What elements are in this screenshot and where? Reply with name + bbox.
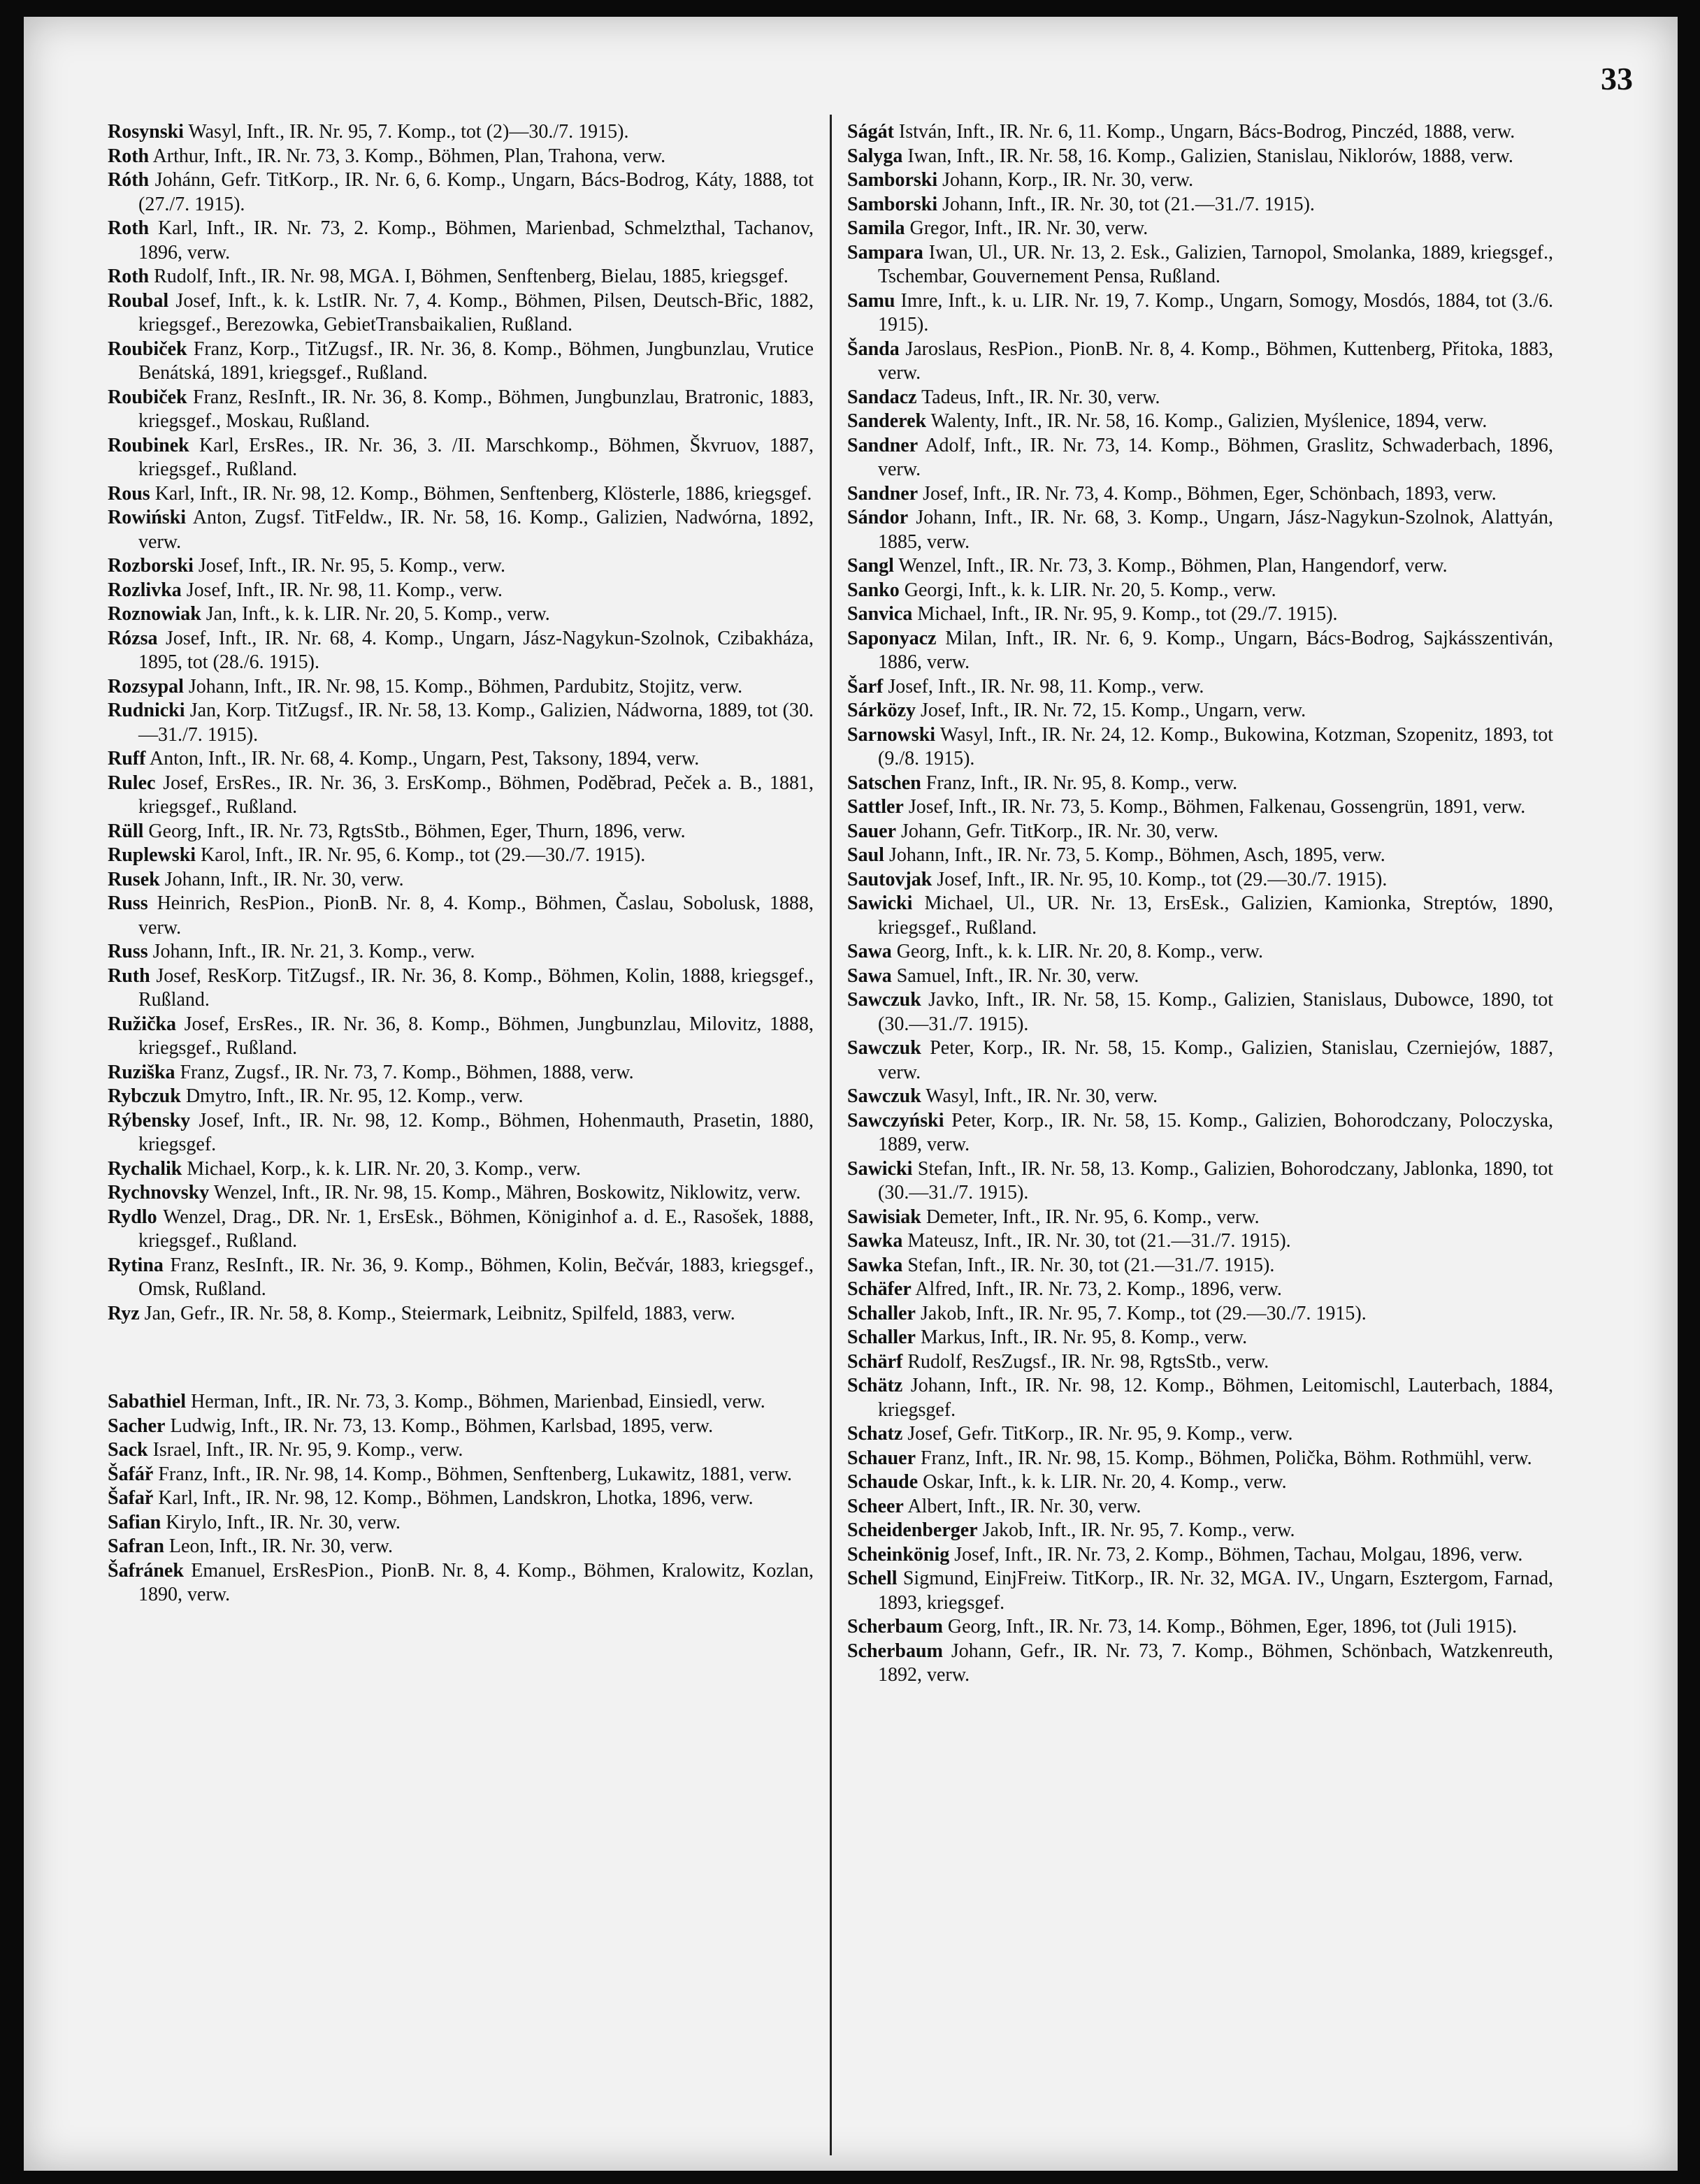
entry-details: Johann, Inft., IR. Nr. 21, 3. Komp., verw. bbox=[147, 941, 475, 962]
entry-details: Josef, Inft., IR. Nr. 95, 5. Komp., verw. bbox=[193, 555, 506, 577]
register-entry bbox=[108, 1206, 814, 1254]
entry-surname: Safian bbox=[108, 1511, 161, 1533]
entry-surname: Sawczyński bbox=[847, 1109, 944, 1131]
register-entry bbox=[108, 120, 814, 145]
entry-details: Josef, Inft., IR. Nr. 73, 5. Komp., Böhmen, Falkenau, Gossengrün, 1891, verw. bbox=[903, 796, 1526, 818]
entry-details: Johann, Inft., IR. Nr. 98, 12. Komp., Böhmen, Leitomischl, Lauterbach, 1884, kriegsgef. bbox=[878, 1375, 1553, 1421]
register-entry bbox=[108, 1157, 814, 1182]
entry-details: Georg, Inft., k. k. LIR. Nr. 20, 8. Komp., verw. bbox=[891, 941, 1263, 962]
register-entry bbox=[108, 892, 814, 940]
register-entry bbox=[847, 193, 1553, 217]
entry-surname: Samu bbox=[847, 289, 895, 312]
entry-surname: Saul bbox=[847, 844, 884, 866]
entry-surname: Rüll bbox=[108, 820, 144, 842]
register-entry bbox=[108, 338, 814, 386]
entry-details: Jan, Korp. TitZugsf., IR. Nr. 58, 13. Komp., Galizien, Nádworna, 1889, tot (30.—31./7. 1915). bbox=[138, 700, 814, 746]
entry-details: Dmytro, Inft., IR. Nr. 95, 12. Komp., verw. bbox=[180, 1085, 524, 1107]
entry-surname: Russ bbox=[108, 941, 148, 962]
entry-surname: Scherbaum bbox=[847, 1640, 943, 1662]
entry-surname: Roubal bbox=[108, 289, 169, 312]
entry-surname: Sauer bbox=[847, 820, 896, 842]
entry-surname: Rous bbox=[108, 482, 150, 505]
entry-details: Franz, ResInft., IR. Nr. 36, 9. Komp., Böhmen, Kolin, Bečvár, 1883, kriegsgef., Omsk, Rußland. bbox=[138, 1254, 814, 1300]
entry-surname: Rybczuk bbox=[108, 1085, 181, 1107]
entry-surname: Sarnowski bbox=[847, 723, 936, 746]
register-entry bbox=[108, 1415, 814, 1439]
entry-details: Karl, Inft., IR. Nr. 73, 2. Komp., Böhmen, Marienbad, Schmelzthal, Tachanov, 1896, verw. bbox=[138, 217, 814, 263]
entry-surname: Sack bbox=[108, 1439, 148, 1461]
entry-surname: Schaller bbox=[847, 1326, 916, 1348]
register-entry bbox=[108, 386, 814, 434]
entry-details: Franz, Inft., IR. Nr. 98, 15. Komp., Böhmen, Polička, Böhm. Rothmühl, verw. bbox=[916, 1447, 1532, 1469]
register-entry bbox=[847, 1036, 1553, 1085]
register-entry bbox=[108, 554, 814, 579]
register-entry bbox=[108, 482, 814, 507]
entry-surname: Sandner bbox=[847, 434, 919, 456]
register-entry bbox=[847, 1085, 1553, 1109]
entry-surname: Ryz bbox=[108, 1302, 140, 1324]
entry-details: Josef, Inft., IR. Nr. 98, 11. Komp., verw. bbox=[181, 579, 503, 601]
register-entry bbox=[847, 1229, 1553, 1254]
entry-details: Johann, Inft., IR. Nr. 30, verw. bbox=[159, 868, 404, 890]
register-entry bbox=[108, 434, 814, 482]
register-entry bbox=[847, 338, 1553, 386]
register-entry bbox=[847, 602, 1553, 627]
register-entry bbox=[108, 868, 814, 892]
register-entry bbox=[108, 1013, 814, 1061]
register-entry bbox=[847, 964, 1553, 989]
register-entry bbox=[108, 627, 814, 675]
entry-surname: Samila bbox=[847, 217, 905, 239]
entry-details: Josef, Inft., IR. Nr. 95, 10. Komp., tot (29.—30./7. 1915). bbox=[932, 868, 1388, 890]
entry-surname: Sattler bbox=[847, 796, 904, 818]
register-entry bbox=[847, 120, 1553, 145]
entry-details: Karol, Inft., IR. Nr. 95, 6. Komp., tot (29.—30./7. 1915). bbox=[196, 844, 646, 866]
entry-details: Johann, Inft., IR. Nr. 73, 5. Komp., Böhmen, Asch, 1895, verw. bbox=[884, 844, 1385, 866]
register-entry bbox=[847, 1640, 1553, 1688]
entry-details: Wenzel, Inft., IR. Nr. 73, 3. Komp., Böhmen, Plan, Hangendorf, verw. bbox=[893, 555, 1448, 577]
entry-surname: Ságát bbox=[847, 121, 894, 143]
register-entry bbox=[108, 1085, 814, 1109]
register-entry bbox=[108, 1181, 814, 1206]
register-entry bbox=[847, 940, 1553, 964]
entry-surname: Rosynski bbox=[108, 121, 184, 143]
entry-surname: Sawczuk bbox=[847, 1085, 921, 1107]
register-entry bbox=[108, 1390, 814, 1415]
entry-surname: Schäfer bbox=[847, 1278, 912, 1300]
entry-details: István, Inft., IR. Nr. 6, 11. Komp., Ungarn, Bács-Bodrog, Pinczéd, 1888, verw. bbox=[893, 121, 1515, 143]
register-entry bbox=[108, 217, 814, 265]
register-entry bbox=[847, 410, 1553, 434]
entry-details: Josef, Gefr. TitKorp., IR. Nr. 95, 9. Komp., verw. bbox=[902, 1423, 1293, 1445]
page-number: 33 bbox=[1601, 61, 1633, 96]
entry-surname: Sanvica bbox=[847, 603, 913, 625]
register-entry bbox=[847, 1567, 1553, 1615]
register-entry bbox=[847, 241, 1553, 289]
register-entry bbox=[847, 554, 1553, 579]
entry-details: Karl, ErsRes., IR. Nr. 36, 3. /II. Marschkomp., Böhmen, Škvruov, 1887, kriegsgef., Rußland. bbox=[138, 434, 814, 480]
register-entry bbox=[847, 1350, 1553, 1375]
entry-details: Josef, Inft., IR. Nr. 72, 15. Komp., Ungarn, verw. bbox=[916, 700, 1306, 721]
entry-details: Herman, Inft., IR. Nr. 73, 3. Komp., Böhmen, Marienbad, Einsiedl, verw. bbox=[186, 1391, 765, 1412]
entry-details: Oskar, Inft., k. k. LIR. Nr. 20, 4. Komp., verw. bbox=[918, 1471, 1287, 1493]
entry-details: Wasyl, Inft., IR. Nr. 95, 7. Komp., tot (2)—30./7. 1915). bbox=[183, 121, 629, 143]
register-entry bbox=[847, 820, 1553, 844]
register-entry bbox=[108, 940, 814, 964]
entry-details: Jakob, Inft., IR. Nr. 95, 7. Komp., tot (29.—30./7. 1915). bbox=[916, 1302, 1367, 1324]
register-entry bbox=[847, 772, 1553, 796]
entry-details: Josef, Inft., IR. Nr. 68, 4. Komp., Ungarn, Jász-Nagykun-Szolnok, Czibakháza, 1895, tot (28./6. 1915). bbox=[138, 627, 814, 673]
entry-details: Iwan, Inft., IR. Nr. 58, 16. Komp., Galizien, Stanislau, Niklorów, 1888, verw. bbox=[902, 145, 1513, 167]
entry-details: Adolf, Inft., IR. Nr. 73, 14. Komp., Böhmen, Graslitz, Schwaderbach, 1896, verw. bbox=[878, 434, 1553, 480]
entry-surname: Sandacz bbox=[847, 386, 917, 408]
entry-details: Emanuel, ErsResPion., PionB. Nr. 8, 4. Komp., Böhmen, Kralowitz, Kozlan, 1890, verw. bbox=[138, 1559, 814, 1605]
entry-details: Franz, Inft., IR. Nr. 95, 8. Komp., verw. bbox=[921, 772, 1238, 794]
entry-details: Anton, Inft., IR. Nr. 68, 4. Komp., Ungarn, Pest, Taksony, 1894, verw. bbox=[145, 748, 700, 769]
register-entry bbox=[847, 217, 1553, 241]
register-entry bbox=[847, 386, 1553, 410]
entry-surname: Ruff bbox=[108, 748, 146, 769]
register-entry bbox=[108, 145, 814, 169]
entry-details: Mateusz, Inft., IR. Nr. 30, tot (21.—31./7. 1915). bbox=[902, 1230, 1291, 1252]
register-entry bbox=[108, 1463, 814, 1487]
entry-details: Arthur, Inft., IR. Nr. 73, 3. Komp., Böhmen, Plan, Trahona, verw. bbox=[149, 145, 666, 167]
entry-details: Josef, Inft., IR. Nr. 73, 2. Komp., Böhmen, Tachau, Molgau, 1896, verw. bbox=[949, 1543, 1523, 1565]
entry-surname: Roth bbox=[108, 145, 150, 167]
entry-details: Anton, Zugsf. TitFeldw., IR. Nr. 58, 16. Komp., Galizien, Nadwórna, 1892, verw. bbox=[138, 507, 814, 553]
entry-details: Rudolf, ResZugsf., IR. Nr. 98, RgtsStb., verw. bbox=[902, 1350, 1269, 1373]
entry-surname: Ruziška bbox=[108, 1061, 175, 1083]
register-entry bbox=[847, 1447, 1553, 1471]
register-entry bbox=[108, 168, 814, 217]
entry-surname: Sawka bbox=[847, 1254, 903, 1276]
entry-details: Michael, Inft., IR. Nr. 95, 9. Komp., tot (29./7. 1915). bbox=[912, 603, 1338, 625]
entry-surname: Rozlivka bbox=[108, 579, 182, 601]
register-entry bbox=[108, 699, 814, 747]
entry-surname: Sawa bbox=[847, 941, 892, 962]
entry-details: Milan, Inft., IR. Nr. 6, 9. Komp., Ungarn, Bács-Bodrog, Sajkásszentiván, 1886, verw. bbox=[878, 627, 1553, 673]
register-entry bbox=[108, 265, 814, 289]
right-column bbox=[847, 120, 1553, 1688]
entry-details: Rudolf, Inft., IR. Nr. 98, MGA. I, Böhmen, Senftenberg, Bielau, 1885, kriegsgef. bbox=[149, 266, 788, 287]
entry-details: Jaroslaus, ResPion., PionB. Nr. 8, 4. Komp., Böhmen, Kuttenberg, Přitoka, 1883, verw. bbox=[878, 338, 1553, 384]
left-column-entries-s bbox=[108, 1390, 814, 1607]
entry-details: Kirylo, Inft., IR. Nr. 30, verw. bbox=[161, 1511, 401, 1533]
entry-details: Samuel, Inft., IR. Nr. 30, verw. bbox=[891, 964, 1139, 987]
entry-details: Ludwig, Inft., IR. Nr. 73, 13. Komp., Böhmen, Karlsbad, 1895, verw. bbox=[165, 1415, 714, 1437]
entry-surname: Schatz bbox=[847, 1423, 903, 1445]
entry-details: Josef, Inft., IR. Nr. 73, 4. Komp., Böhmen, Eger, Schönbach, 1893, verw. bbox=[918, 482, 1497, 505]
entry-details: Josef, Inft., k. k. LstIR. Nr. 7, 4. Komp., Böhmen, Pilsen, Deutsch-Břic, 1882, kriegsgef., Berezowka, GebietTransbaikalien, Rußland. bbox=[138, 289, 814, 335]
register-entry bbox=[847, 1157, 1553, 1206]
entry-surname: Sawicki bbox=[847, 892, 913, 914]
entry-details: Demeter, Inft., IR. Nr. 95, 6. Komp., verw. bbox=[921, 1206, 1260, 1228]
document-page bbox=[24, 17, 1678, 2171]
entry-details: Wenzel, Drag., DR. Nr. 1, ErsEsk., Böhmen, Königinhof a. d. E., Rasošek, 1888, kriegsgef., Rußland. bbox=[138, 1206, 814, 1252]
entry-surname: Rýbensky bbox=[108, 1109, 191, 1131]
entry-details: Johann, Gefr. TitKorp., IR. Nr. 30, verw. bbox=[896, 820, 1218, 842]
entry-details: Sigmund, EinjFreiw. TitKorp., IR. Nr. 32, MGA. IV., Ungarn, Esztergom, Farnad, 1893, kriegsgef. bbox=[878, 1568, 1553, 1614]
left-column-entries-r bbox=[108, 120, 814, 1326]
entry-surname: Russ bbox=[108, 892, 148, 914]
entry-surname: Sándor bbox=[847, 507, 909, 528]
register-entry bbox=[847, 1519, 1553, 1543]
register-entry bbox=[847, 1206, 1553, 1230]
register-entry bbox=[108, 820, 814, 844]
register-entry bbox=[108, 289, 814, 338]
entry-details: Johann, Inft., IR. Nr. 98, 15. Komp., Böhmen, Pardubitz, Stojitz, verw. bbox=[183, 675, 743, 697]
entry-details: Iwan, Ul., UR. Nr. 13, 2. Esk., Galizien, Tarnopol, Smolanka, 1889, kriegsgef., Tschembar, Gouvernement Pensa, Rußland. bbox=[878, 241, 1553, 287]
entry-details: Georg, Inft., IR. Nr. 73, RgtsStb., Böhmen, Eger, Thurn, 1896, verw. bbox=[143, 820, 686, 842]
register-entry bbox=[847, 482, 1553, 507]
entry-details: Imre, Inft., k. u. LIR. Nr. 19, 7. Komp., Ungarn, Somogy, Mosdós, 1884, tot (3./6. 1915). bbox=[878, 289, 1553, 335]
entry-surname: Šafař bbox=[108, 1487, 154, 1509]
entry-surname: Sandner bbox=[847, 482, 919, 505]
entry-details: Israel, Inft., IR. Nr. 95, 9. Komp., verw. bbox=[147, 1439, 463, 1461]
entry-details: Karl, Inft., IR. Nr. 98, 12. Komp., Böhmen, Landskron, Lhotka, 1896, verw. bbox=[153, 1487, 754, 1509]
register-entry bbox=[847, 868, 1553, 892]
register-entry bbox=[108, 747, 814, 772]
entry-surname: Rusek bbox=[108, 868, 160, 890]
entry-surname: Rydlo bbox=[108, 1206, 157, 1228]
entry-surname: Sawczuk bbox=[847, 989, 921, 1011]
register-entry bbox=[847, 844, 1553, 868]
register-entry bbox=[108, 1109, 814, 1157]
entry-details: Johann, Gefr., IR. Nr. 73, 7. Komp., Böhmen, Schönbach, Watzkenreuth, 1892, verw. bbox=[878, 1640, 1553, 1686]
entry-surname: Schauer bbox=[847, 1447, 916, 1469]
register-entry bbox=[847, 1615, 1553, 1640]
register-entry bbox=[847, 1374, 1553, 1422]
entry-surname: Samborski bbox=[847, 169, 938, 191]
entry-surname: Schärf bbox=[847, 1350, 903, 1373]
entry-surname: Sanko bbox=[847, 579, 900, 601]
entry-details: Franz, ResInft., IR. Nr. 36, 8. Komp., Böhmen, Jungbunzlau, Bratronic, 1883, kriegsgef., Moskau, Rußland. bbox=[138, 386, 814, 432]
register-entry bbox=[847, 145, 1553, 169]
register-entry bbox=[847, 579, 1553, 603]
entry-details: Josef, ErsRes., IR. Nr. 36, 8. Komp., Böhmen, Jungbunzlau, Milovitz, 1888, kriegsgef., Rußland. bbox=[138, 1013, 814, 1059]
register-entry bbox=[847, 988, 1553, 1036]
entry-surname: Sacher bbox=[108, 1415, 166, 1437]
entry-details: Johann, Korp., IR. Nr. 30, verw. bbox=[937, 169, 1194, 191]
entry-surname: Sawka bbox=[847, 1230, 903, 1252]
entry-surname: Scherbaum bbox=[847, 1616, 943, 1637]
entry-surname: Sawa bbox=[847, 964, 892, 987]
entry-details: Jan, Gefr., IR. Nr. 58, 8. Komp., Steiermark, Leibnitz, Spilfeld, 1883, verw. bbox=[139, 1302, 735, 1324]
register-entry bbox=[847, 1470, 1553, 1495]
entry-surname: Satschen bbox=[847, 772, 921, 794]
register-entry bbox=[108, 964, 814, 1013]
entry-surname: Roth bbox=[108, 217, 150, 239]
register-entry bbox=[108, 1302, 814, 1326]
entry-details: Tadeus, Inft., IR. Nr. 30, verw. bbox=[916, 386, 1160, 408]
entry-surname: Safran bbox=[108, 1535, 164, 1557]
entry-surname: Šafář bbox=[108, 1463, 154, 1485]
register-entry bbox=[108, 1511, 814, 1535]
entry-surname: Sabathiel bbox=[108, 1391, 187, 1412]
entry-details: Gregor, Inft., IR. Nr. 30, verw. bbox=[905, 217, 1148, 239]
entry-surname: Samborski bbox=[847, 193, 938, 215]
entry-surname: Rulec bbox=[108, 772, 156, 794]
register-entry bbox=[847, 506, 1553, 554]
entry-details: Jan, Inft., k. k. LIR. Nr. 20, 5. Komp., verw. bbox=[201, 603, 550, 625]
register-entry bbox=[847, 1302, 1553, 1326]
entry-details: Josef, Inft., IR. Nr. 98, 11. Komp., verw. bbox=[883, 675, 1204, 697]
register-entry bbox=[847, 1495, 1553, 1519]
entry-details: Franz, Korp., TitZugsf., IR. Nr. 36, 8. Komp., Böhmen, Jungbunzlau, Vrutice Benátská, 1891, kriegsgef., Rußland. bbox=[138, 338, 814, 384]
entry-details: Josef, ResKorp. TitZugsf., IR. Nr. 36, 8. Komp., Böhmen, Kolin, 1888, kriegsgef., Rußland. bbox=[138, 964, 814, 1011]
entry-details: Wasyl, Inft., IR. Nr. 24, 12. Komp., Bukowina, Kotzman, Szopenitz, 1893, tot (9./8. 1915). bbox=[878, 723, 1553, 769]
section-gap bbox=[108, 1326, 814, 1390]
entry-surname: Saponyacz bbox=[847, 627, 937, 649]
entry-surname: Rózsa bbox=[108, 627, 158, 649]
register-entry bbox=[847, 723, 1553, 772]
entry-surname: Rudnicki bbox=[108, 700, 185, 721]
entry-details: Jakob, Inft., IR. Nr. 95, 7. Komp., verw. bbox=[977, 1519, 1295, 1541]
entry-surname: Schaller bbox=[847, 1302, 916, 1324]
entry-surname: Šarf bbox=[847, 675, 884, 697]
entry-details: Javko, Inft., IR. Nr. 58, 15. Komp., Galizien, Stanislaus, Dubowce, 1890, tot (30.—31./7. 1915). bbox=[878, 989, 1553, 1035]
entry-surname: Roubiček bbox=[108, 386, 187, 408]
entry-surname: Ruplewski bbox=[108, 844, 196, 866]
entry-details: Heinrich, ResPion., PionB. Nr. 8, 4. Komp., Böhmen, Časlau, Sobolusk, 1888, verw. bbox=[138, 892, 814, 939]
left-column bbox=[108, 120, 814, 1607]
register-entry bbox=[108, 602, 814, 627]
entry-surname: Sawczuk bbox=[847, 1037, 921, 1059]
entry-surname: Schätz bbox=[847, 1375, 903, 1396]
register-entry bbox=[847, 892, 1553, 940]
entry-details: Johann, Inft., IR. Nr. 30, tot (21.—31./7. 1915). bbox=[937, 193, 1315, 215]
register-entry bbox=[847, 675, 1553, 700]
register-entry bbox=[108, 844, 814, 868]
entry-details: Karl, Inft., IR. Nr. 98, 12. Komp., Böhmen, Senftenberg, Klösterle, 1886, kriegsgef. bbox=[150, 482, 812, 505]
entry-surname: Roubiček bbox=[108, 338, 187, 360]
entry-surname: Sampara bbox=[847, 241, 923, 263]
entry-surname: Rowiński bbox=[108, 507, 187, 528]
entry-surname: Scheer bbox=[847, 1495, 904, 1517]
entry-details: Albert, Inft., IR. Nr. 30, verw. bbox=[903, 1495, 1141, 1517]
entry-details: Leon, Inft., IR. Nr. 30, verw. bbox=[164, 1535, 394, 1557]
entry-details: Stefan, Inft., IR. Nr. 30, tot (21.—31./7. 1915). bbox=[902, 1254, 1275, 1276]
column-divider bbox=[830, 115, 832, 2155]
entry-details: Wasyl, Inft., IR. Nr. 30, verw. bbox=[921, 1085, 1158, 1107]
entry-surname: Rozborski bbox=[108, 555, 194, 577]
register-entry bbox=[108, 1535, 814, 1559]
entry-surname: Sangl bbox=[847, 555, 894, 577]
entry-surname: Salyga bbox=[847, 145, 903, 167]
register-entry bbox=[847, 1109, 1553, 1157]
register-entry bbox=[847, 1543, 1553, 1568]
entry-surname: Roznowiak bbox=[108, 603, 201, 625]
entry-surname: Schell bbox=[847, 1568, 898, 1589]
register-entry bbox=[847, 699, 1553, 723]
entry-surname: Sárközy bbox=[847, 700, 916, 721]
register-entry bbox=[847, 627, 1553, 675]
entry-details: Michael, Ul., UR. Nr. 13, ErsEsk., Galizien, Kamionka, Streptów, 1890, kriegsgef., Rußland. bbox=[878, 892, 1553, 939]
entry-surname: Scheinkönig bbox=[847, 1543, 950, 1565]
register-entry bbox=[847, 289, 1553, 338]
entry-surname: Sawisiak bbox=[847, 1206, 921, 1228]
entry-surname: Sanderek bbox=[847, 410, 927, 432]
entry-details: Peter, Korp., IR. Nr. 58, 15. Komp., Galizien, Bohorodczany, Poloczyska, 1889, verw. bbox=[878, 1109, 1553, 1155]
entry-surname: Scheidenberger bbox=[847, 1519, 978, 1541]
register-entry bbox=[108, 1254, 814, 1302]
entry-surname: Roth bbox=[108, 266, 150, 287]
entry-details: Franz, Zugsf., IR. Nr. 73, 7. Komp., Böhmen, 1888, verw. bbox=[175, 1061, 634, 1083]
right-column-entries bbox=[847, 120, 1553, 1688]
register-entry bbox=[108, 772, 814, 820]
entry-surname: Ruth bbox=[108, 964, 150, 987]
entry-details: Stefan, Inft., IR. Nr. 58, 13. Komp., Galizien, Bohorodczany, Jablonka, 1890, tot (30.—31./7. 1915). bbox=[878, 1157, 1553, 1203]
entry-details: Wenzel, Inft., IR. Nr. 98, 15. Komp., Mähren, Boskowitz, Niklowitz, verw. bbox=[209, 1182, 801, 1203]
entry-surname: Ružička bbox=[108, 1013, 176, 1035]
entry-details: Michael, Korp., k. k. LIR. Nr. 20, 3. Komp., verw. bbox=[182, 1157, 581, 1180]
entry-details: Franz, Inft., IR. Nr. 98, 14. Komp., Böhmen, Senftenberg, Lukawitz, 1881, verw. bbox=[153, 1463, 793, 1485]
entry-surname: Šanda bbox=[847, 338, 900, 360]
entry-surname: Rychalik bbox=[108, 1157, 182, 1180]
entry-surname: Sautovjak bbox=[847, 868, 932, 890]
register-entry bbox=[847, 168, 1553, 193]
register-entry bbox=[847, 1254, 1553, 1278]
register-entry bbox=[847, 1278, 1553, 1302]
entry-details: Josef, Inft., IR. Nr. 98, 12. Komp., Böhmen, Hohenmauth, Prasetin, 1880, kriegsgef. bbox=[138, 1109, 814, 1155]
entry-details: Alfred, Inft., IR. Nr. 73, 2. Komp., 1896, verw. bbox=[911, 1278, 1282, 1300]
register-entry bbox=[847, 1422, 1553, 1447]
register-entry bbox=[108, 579, 814, 603]
entry-surname: Rytina bbox=[108, 1254, 164, 1276]
entry-details: Josef, ErsRes., IR. Nr. 36, 3. ErsKomp., Böhmen, Poděbrad, Peček a. B., 1881, kriegsgef., Rußland. bbox=[138, 772, 814, 818]
entry-surname: Róth bbox=[108, 169, 150, 191]
entry-surname: Šafránek bbox=[108, 1559, 184, 1582]
entry-details: Georgi, Inft., k. k. LIR. Nr. 20, 5. Komp., verw. bbox=[899, 579, 1276, 601]
register-entry bbox=[847, 1326, 1553, 1350]
register-entry bbox=[108, 506, 814, 554]
entry-details: Johánn, Gefr. TitKorp., IR. Nr. 6, 6. Komp., Ungarn, Bács-Bodrog, Káty, 1888, tot (27./7. 1915). bbox=[138, 169, 814, 215]
entry-surname: Rychnovsky bbox=[108, 1182, 210, 1203]
entry-details: Markus, Inft., IR. Nr. 95, 8. Komp., verw. bbox=[916, 1326, 1248, 1348]
register-entry bbox=[108, 1559, 814, 1607]
register-entry bbox=[108, 1487, 814, 1511]
entry-surname: Sawicki bbox=[847, 1157, 913, 1180]
register-entry bbox=[847, 434, 1553, 482]
entry-surname: Rozsypal bbox=[108, 675, 184, 697]
entry-surname: Schaude bbox=[847, 1471, 919, 1493]
register-entry bbox=[108, 1061, 814, 1085]
entry-details: Walenty, Inft., IR. Nr. 58, 16. Komp., Galizien, Myślenice, 1894, verw. bbox=[926, 410, 1488, 432]
register-entry bbox=[108, 675, 814, 700]
entry-surname: Roubinek bbox=[108, 434, 189, 456]
entry-details: Johann, Inft., IR. Nr. 68, 3. Komp., Ungarn, Jász-Nagykun-Szolnok, Alattyán, 1885, verw. bbox=[878, 507, 1553, 553]
register-entry bbox=[847, 795, 1553, 820]
entry-details: Georg, Inft., IR. Nr. 73, 14. Komp., Böhmen, Eger, 1896, tot (Juli 1915). bbox=[942, 1616, 1518, 1637]
entry-details: Peter, Korp., IR. Nr. 58, 15. Komp., Galizien, Stanislau, Czerniejów, 1887, verw. bbox=[878, 1037, 1553, 1083]
register-entry bbox=[108, 1438, 814, 1463]
